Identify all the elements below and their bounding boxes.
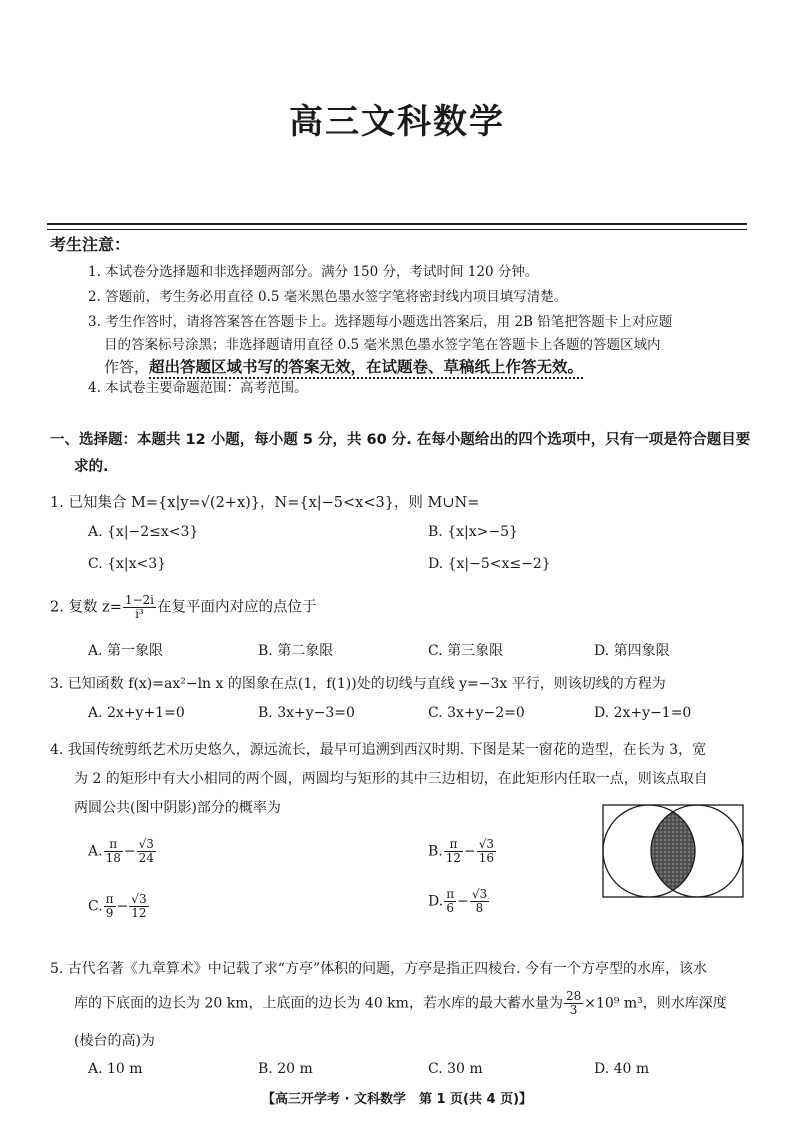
q4-d-n1: π <box>446 887 455 901</box>
q4-option-d: D. $\frac{\pi}{6}$ − $\frac{√3}{8}$ <box>428 887 488 915</box>
q4-a-frac1 <box>104 838 123 865</box>
q4-option-c: C. $\frac{\pi}{9}$ − $\frac{√3}{12}$ <box>88 892 147 920</box>
q4-a-d1: 18 <box>105 851 121 865</box>
q3-option-c: C. 3x+y−2=0 <box>428 705 525 721</box>
question-5-line-1: 5. 古代名著《九章算术》中记载了求“方亭”体积的问题，方亭是指正四棱台. 今有一个方亭型的水库，该水 <box>50 961 708 977</box>
question-2-stem <box>50 594 317 621</box>
q4-d-n2: √3 <box>471 887 488 901</box>
q4-c-frac2 <box>129 893 148 920</box>
q4-b-d1: 12 <box>445 851 462 865</box>
window-flower-diagram <box>600 803 746 899</box>
q1-option-d: D. {x|−5<x≤−2} <box>428 556 551 572</box>
q4-d-label: D. <box>428 893 444 910</box>
q2-option-a: A. 第一象限 <box>88 643 164 659</box>
notice-item-1: 1. 本试卷分选择题和非选择题两部分。满分 150 分，考试时间 120 分钟。 <box>88 264 539 280</box>
q5-fraction <box>564 990 583 1017</box>
q4-b-frac2 <box>477 838 496 865</box>
q4-a-label: A. <box>88 843 103 860</box>
q2-option-c: C. 第三象限 <box>428 643 504 659</box>
q4-c-d2: 12 <box>131 906 147 920</box>
q4-b-n2: √3 <box>478 837 495 851</box>
q4-d-d1: 6 <box>446 901 454 915</box>
notice-heading: 考生注意： <box>50 235 131 254</box>
q5-frac-num: 28 <box>565 989 582 1003</box>
q2-option-d: D. 第四象限 <box>594 643 670 659</box>
q2-option-b: B. 第二象限 <box>258 643 334 659</box>
q4-option-b: B. $\frac{\pi}{12}$ − $\frac{√3}{16}$ <box>428 837 495 865</box>
q5-option-c: C. 30 m <box>428 1061 483 1077</box>
question-4-line-1: 4. 我国传统剪纸艺术历史悠久，源远流长，最早可追溯到西汉时期. 下图是某一窗花的造型，在长为 3，宽 <box>50 742 707 758</box>
q4-a-d2: 24 <box>138 851 154 865</box>
q4-b-frac1 <box>444 838 463 865</box>
q2-fraction <box>123 594 156 621</box>
q4-b-label: B. <box>428 843 443 860</box>
notice-item-4: 4. 本试卷主要命题范围：高考范围。 <box>88 380 308 396</box>
q4-a-n2: √3 <box>138 837 154 851</box>
q5-option-a: A. 10 m <box>88 1061 143 1077</box>
notice-item-3-answer: 作答， <box>104 358 150 376</box>
q2-stem-suffix: 在复平面内对应的点位于 <box>157 599 317 616</box>
notice-item-3: 3. 考生作答时，请将答案答在答题卡上。选择题每小题选出答案后，用 2B 铅笔把答题卡上对应题 <box>88 314 673 330</box>
q4-c-n1: π <box>105 892 114 906</box>
q4-b-d2: 16 <box>478 851 495 865</box>
q5-line2-prefix: 库的下底面的边长为 20 km，上底面的边长为 40 km，若水库的最大蓄水量为 <box>74 995 563 1012</box>
q2-frac-num: 1−2i <box>124 593 155 607</box>
q2-stem-prefix: 2. 复数 z= <box>50 599 122 616</box>
q4-a-frac2 <box>137 838 156 865</box>
question-3-stem: 3. 已知函数 f(x)=ax²−ln x 的图象在点(1，f(1))处的切线与直线 y=−3x 平行，则该切线的方程为 <box>50 676 666 692</box>
q4-c-frac1 <box>104 893 116 920</box>
question-5-line-3: (棱台的高)为 <box>74 1033 155 1049</box>
q4-c-d1: 9 <box>105 906 114 920</box>
q4-d-frac1 <box>444 888 456 915</box>
notice-item-3-cont: 目的答案标号涂黑；非选择题请用直径 0.5 毫米黑色墨水签字笔在答题卡上各题的答题区域内 <box>104 337 661 353</box>
q5-frac-den: 3 <box>569 1003 578 1017</box>
question-4-line-2: 为 2 的矩形中有大小相同的两个圆，两圆均与矩形的其中三边相切，在此矩形内任取一点，则该点取自 <box>74 771 708 787</box>
header-rule-thick <box>47 223 747 225</box>
page-footer: 【高三开学考 · 文科数学 第 1 页(共 4 页)】 <box>261 1092 533 1107</box>
section-heading-cont: 求的. <box>74 459 109 475</box>
section-heading: 一、选择题：本题共 12 小题，每小题 5 分，共 60 分. 在每小题给出的四个选项中，只有一项是符合题目要 <box>50 432 751 448</box>
q4-a-n1: π <box>104 838 123 852</box>
page-title: 高三文科数学 <box>289 102 505 142</box>
notice-item-3-line3 <box>104 355 583 377</box>
q5-line2-suffix: ×10⁹ m³，则水库深度 <box>584 995 727 1012</box>
q1-option-c: C. {x|x<3} <box>88 556 167 572</box>
q3-option-a: A. 2x+y+1=0 <box>88 705 185 721</box>
q4-c-n2: √3 <box>131 892 147 906</box>
q5-option-b: B. 20 m <box>258 1061 313 1077</box>
q3-option-d: D. 2x+y−1=0 <box>594 705 692 721</box>
question-5-line-2 <box>74 990 727 1017</box>
q1-option-a: A. {x|−2≤x<3} <box>88 524 199 540</box>
notice-warning: 超出答题区域书写的答案无效，在试题卷、草稿纸上作答无效。 <box>149 358 584 376</box>
q4-c-label: C. <box>88 898 103 915</box>
question-1-stem: 1. 已知集合 M={x|y=√(2+x)}，N={x|−5<x<3}，则 M∪N= <box>50 495 480 511</box>
notice-item-2: 2. 答题前，考生务必用直径 0.5 毫米黑色墨水签字笔将密封线内项目填写清楚。 <box>88 289 568 305</box>
q1-option-b: B. {x|x>−5} <box>428 524 518 540</box>
q4-d-frac2 <box>470 888 489 915</box>
question-4-line-3: 两圆公共(图中阴影)部分的概率为 <box>74 800 281 816</box>
q4-option-a: A. $\frac{\pi}{18}$ − $\frac{√3}{24}$ <box>88 837 154 865</box>
q3-option-b: B. 3x+y−3=0 <box>258 705 355 721</box>
header-rule-thin <box>47 229 747 230</box>
q4-b-n1: π <box>444 838 463 852</box>
q4-d-d2: 8 <box>475 901 484 915</box>
q2-frac-den: i³ <box>135 607 144 621</box>
q5-option-d: D. 40 m <box>594 1061 650 1077</box>
